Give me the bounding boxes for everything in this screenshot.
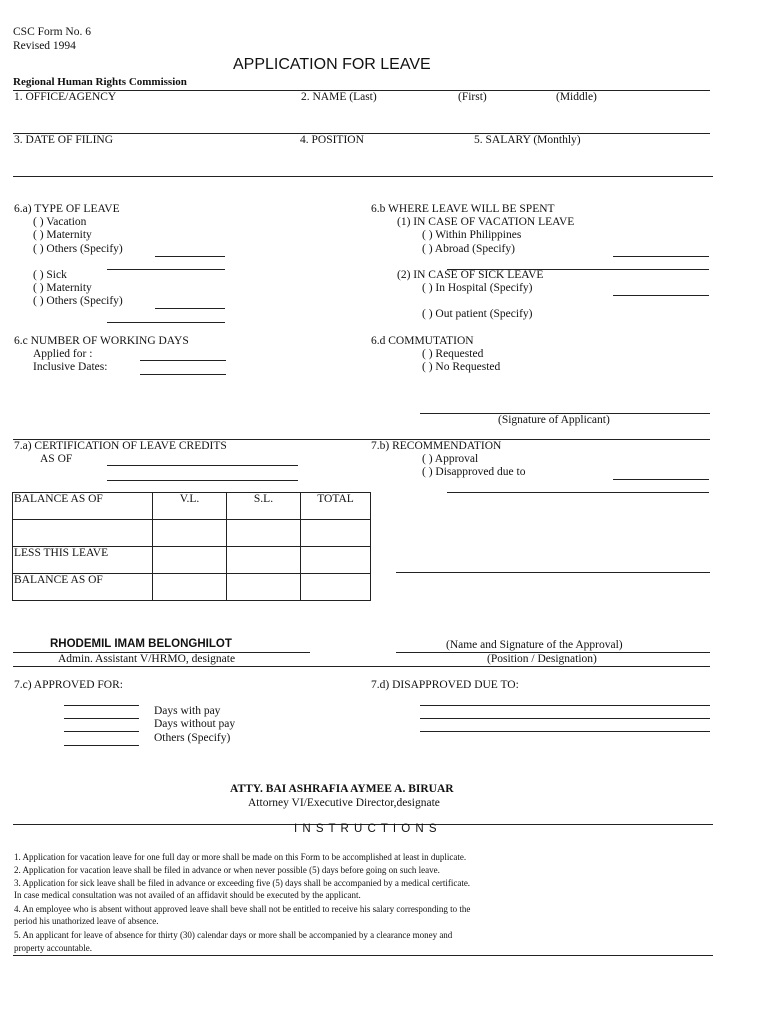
certification-heading: 7.a) CERTIFICATION OF LEAVE CREDITS (14, 440, 227, 452)
specify-line[interactable] (613, 256, 709, 257)
signature-applicant-label: (Signature of Applicant) (498, 414, 610, 426)
table-row-label: LESS THIS LEAVE (13, 547, 153, 574)
approved-heading: 7.c) APPROVED FOR: (14, 679, 123, 691)
sick-case-heading: (2) IN CASE OF SICK LEAVE (397, 269, 544, 281)
days-with-pay-label: Days with pay (154, 705, 221, 717)
agency-name: Regional Human Rights Commission (13, 76, 187, 88)
checkbox-not-requested[interactable]: ( ) No Requested (422, 361, 501, 373)
as-of-label: AS OF (40, 453, 73, 465)
table-cell[interactable] (153, 574, 227, 601)
checkbox-others[interactable]: ( ) Others (Specify) (33, 243, 123, 255)
instruction-line: In case medical consultation was not availed of an affidavit should be executed by the applicant. (14, 890, 361, 900)
specify-line[interactable] (107, 322, 225, 323)
instruction-line: 2. Application for vacation leave shall be filed in advance or when never possible (5) days before going on such leave. (14, 865, 440, 875)
checkbox-abroad[interactable]: ( ) Abroad (Specify) (422, 243, 515, 255)
days-with-pay-line[interactable] (64, 705, 139, 706)
disapproved-reason-line[interactable] (420, 718, 710, 719)
table-cell (13, 520, 153, 547)
certifier-title: Admin. Assistant V/HRMO, designate (58, 653, 236, 665)
instructions-heading: I N S T R U C T I O N S (294, 823, 438, 835)
certifier-name: RHODEMIL IMAM BELONGHILOT (50, 638, 232, 650)
table-cell[interactable] (227, 547, 301, 574)
others-line[interactable] (64, 745, 139, 746)
checkbox-out-patient[interactable]: ( ) Out patient (Specify) (422, 308, 533, 320)
position-label: 4. POSITION (300, 134, 364, 146)
applied-for-label: Applied for : (33, 348, 93, 360)
checkbox-within-philippines[interactable]: ( ) Within Philippines (422, 229, 522, 241)
recommendation-heading: 7.b) RECOMMENDATION (371, 440, 502, 452)
instruction-line: 4. An employee who is absent without approved leave shall beve shall not be entitled to receive his salary corresponding to the (14, 904, 471, 914)
instruction-line: property accountable. (14, 943, 92, 953)
director-name: ATTY. BAI ASHRAFIA AYMEE A. BIRUAR (230, 783, 454, 795)
disapproved-reason-line[interactable] (447, 492, 709, 493)
table-cell[interactable] (227, 520, 301, 547)
specify-line[interactable] (107, 269, 225, 270)
checkbox-approval[interactable]: ( ) Approval (422, 453, 479, 465)
table-cell[interactable] (227, 574, 301, 601)
disapproved-reason-line[interactable] (420, 731, 710, 732)
vacation-case-heading: (1) IN CASE OF VACATION LEAVE (397, 216, 575, 228)
checkbox-disapproved[interactable]: ( ) Disapproved due to (422, 466, 526, 478)
days-without-pay-line[interactable] (64, 718, 139, 719)
inclusive-dates-label: Inclusive Dates: (33, 361, 108, 373)
table-cell[interactable] (153, 547, 227, 574)
page-title: APPLICATION FOR LEAVE (233, 56, 431, 73)
revision-date: Revised 1994 (13, 40, 76, 52)
days-without-pay-label: Days without pay (154, 718, 236, 730)
checkbox-requested[interactable]: ( ) Requested (422, 348, 484, 360)
checkbox-maternity-sick[interactable]: ( ) Maternity (33, 282, 92, 294)
instruction-line: 5. An applicant for leave of absence for thirty (30) calendar days or more shall be accompanied by a clearance money and (14, 930, 453, 940)
table-cell[interactable] (301, 547, 371, 574)
where-spent-heading: 6.b WHERE LEAVE WILL BE SPENT (371, 203, 555, 215)
working-days-heading: 6.c NUMBER OF WORKING DAYS (14, 335, 189, 347)
director-title: Attorney VI/Executive Director,designate (248, 797, 440, 809)
table-header: S.L. (227, 493, 301, 520)
table-cell[interactable] (301, 520, 371, 547)
as-of-line[interactable] (107, 480, 298, 481)
others-specify-label: Others (Specify) (154, 732, 231, 744)
approval-name-label: (Name and Signature of the Approval) (446, 639, 623, 651)
name-first-label: (First) (458, 91, 487, 103)
checkbox-maternity[interactable]: ( ) Maternity (33, 229, 92, 241)
table-row-label: BALANCE AS OF (13, 574, 153, 601)
checkbox-in-hospital[interactable]: ( ) In Hospital (Specify) (422, 282, 533, 294)
specify-line[interactable] (155, 256, 225, 257)
salary-label: 5. SALARY (Monthly) (474, 134, 581, 146)
form-number: CSC Form No. 6 (13, 26, 91, 38)
instruction-line: period his unathorized leave of absence. (14, 916, 159, 926)
name-last-label: 2. NAME (Last) (301, 91, 377, 103)
checkbox-sick[interactable]: ( ) Sick (33, 269, 67, 281)
checkbox-others-sick[interactable]: ( ) Others (Specify) (33, 295, 123, 307)
signature-line[interactable] (396, 572, 710, 573)
table-cell[interactable] (301, 574, 371, 601)
specify-line[interactable] (155, 308, 225, 309)
specify-line[interactable] (613, 295, 709, 296)
table-header: TOTAL (301, 493, 371, 520)
instruction-line: 1. Application for vacation leave for one full day or more shall be made on this Form to be accomplished at least in duplicate. (14, 852, 467, 862)
inclusive-dates-line[interactable] (140, 374, 226, 375)
others-line[interactable] (64, 731, 139, 732)
table-header: BALANCE AS OF (13, 493, 153, 520)
commutation-heading: 6.d COMMUTATION (371, 335, 474, 347)
disapproved-heading: 7.d) DISAPPROVED DUE TO: (371, 679, 519, 691)
divider (13, 955, 713, 956)
leave-credits-table (12, 492, 371, 601)
disapproved-reason-line[interactable] (613, 479, 709, 480)
divider (13, 666, 710, 667)
checkbox-vacation[interactable]: ( ) Vacation (33, 216, 87, 228)
office-label: 1. OFFICE/AGENCY (14, 91, 117, 103)
instruction-line: 3. Application for sick leave shall be filed in advance or exceeding five (5) days shall be accompanied by a medical certificate. (14, 878, 471, 888)
table-header: V.L. (153, 493, 227, 520)
type-of-leave-heading: 6.a) TYPE OF LEAVE (14, 203, 120, 215)
name-middle-label: (Middle) (556, 91, 597, 103)
as-of-line[interactable] (107, 465, 298, 466)
disapproved-reason-line[interactable] (420, 705, 710, 706)
table-cell[interactable] (153, 520, 227, 547)
applied-for-line[interactable] (140, 360, 226, 361)
divider (13, 176, 713, 177)
date-filing-label: 3. DATE OF FILING (14, 134, 114, 146)
approval-position-label: (Position / Designation) (487, 653, 597, 665)
